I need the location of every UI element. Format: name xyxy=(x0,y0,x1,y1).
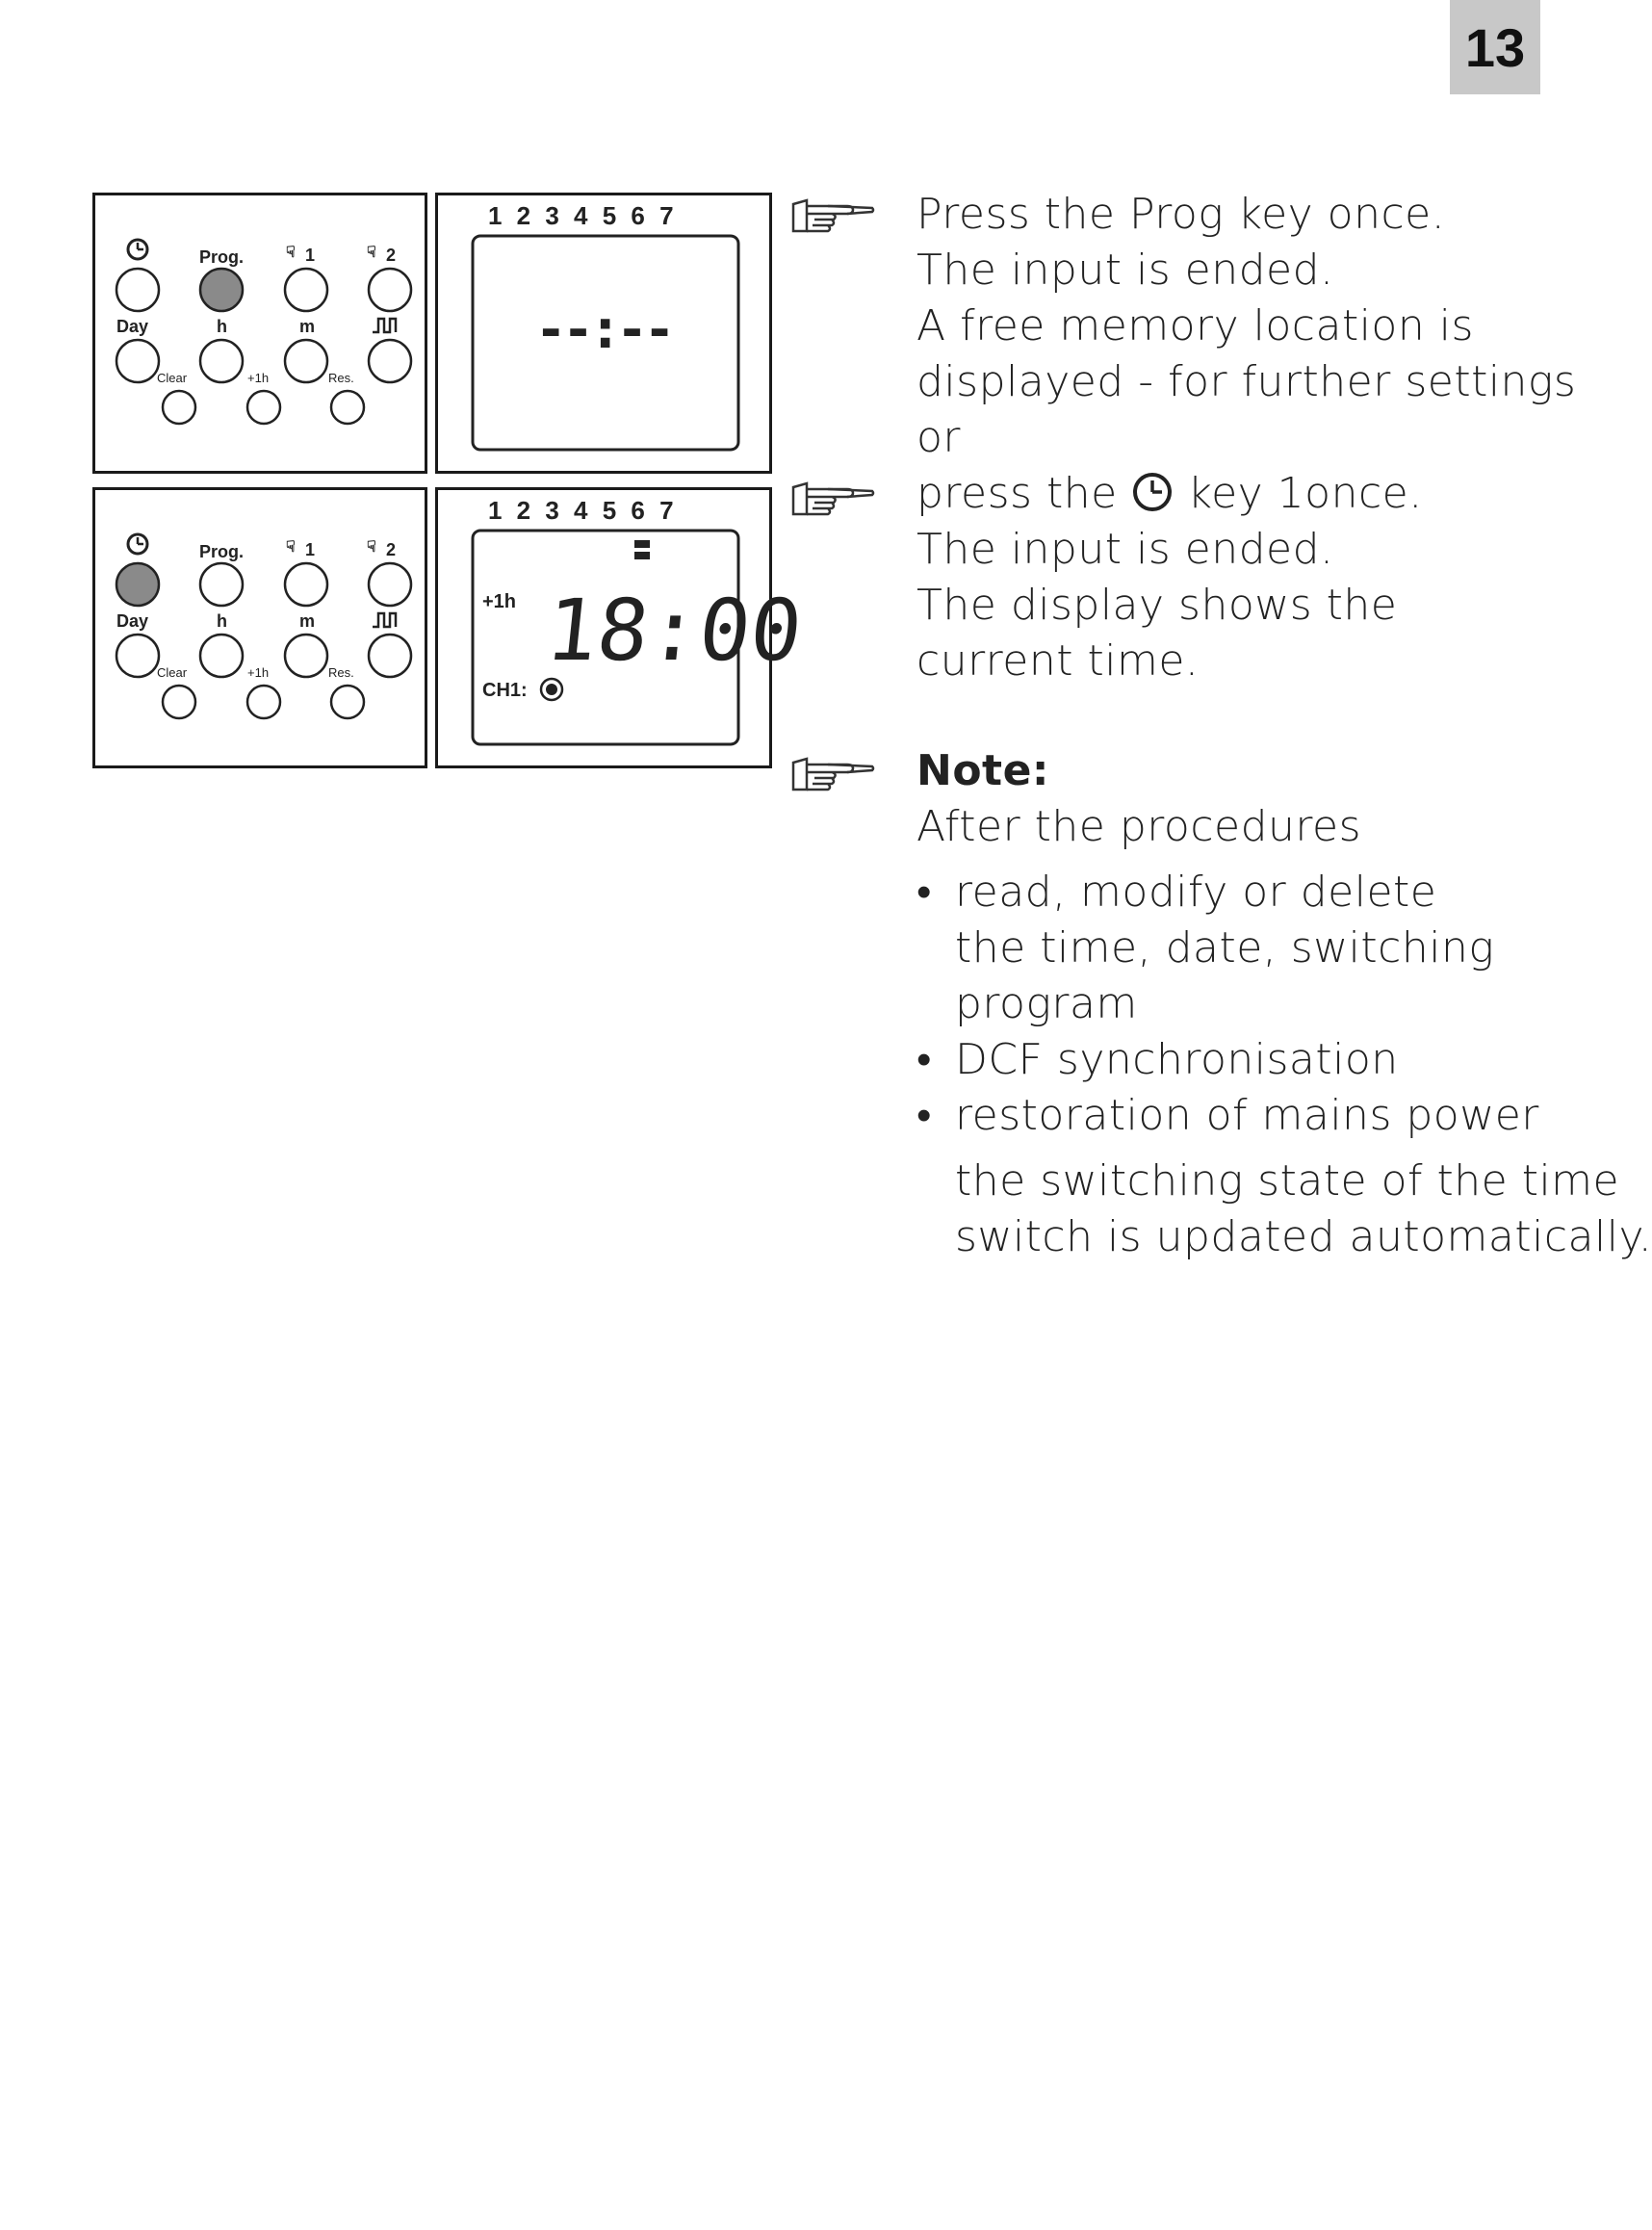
lcd-diagram-top xyxy=(438,195,769,471)
pointing-hand-icon xyxy=(789,478,876,520)
text-fragment: key 1once. xyxy=(1187,469,1423,518)
label-plus1h: +1h xyxy=(247,371,270,385)
display-panel-bottom xyxy=(435,487,807,768)
text-line: • read, modify or delete xyxy=(955,868,1437,917)
text-line: Press the Prog key once. xyxy=(916,190,1446,239)
label-h: h xyxy=(217,611,227,631)
text-line: the time, date, switching xyxy=(955,923,1495,972)
clear-key[interactable] xyxy=(163,686,195,718)
bullet-item xyxy=(916,865,1652,1032)
lcd-diagram-bottom xyxy=(438,490,807,765)
keypad-panel-bottom xyxy=(92,487,427,768)
label-prog: Prog. xyxy=(199,247,245,267)
label-clear: Clear xyxy=(157,665,188,680)
display-panel-top xyxy=(435,193,772,474)
label-clear: Clear xyxy=(157,371,188,385)
label-day: Day xyxy=(116,611,149,631)
pulse-icon xyxy=(373,319,396,332)
prog-key[interactable] xyxy=(200,563,243,606)
clock-icon xyxy=(1131,471,1174,513)
plus1h-key[interactable] xyxy=(247,391,280,424)
text-line: program xyxy=(955,979,1138,1028)
manual-2-key[interactable] xyxy=(369,269,411,311)
pulse-key[interactable] xyxy=(369,635,411,677)
text-line-with-icon xyxy=(916,466,1423,522)
text-line: The input is ended. xyxy=(916,525,1334,574)
lcd-plus1h: +1h xyxy=(482,591,517,612)
label-day: Day xyxy=(116,317,149,336)
label-res: Res. xyxy=(328,371,354,385)
text-fragment: press the xyxy=(916,469,1118,518)
clear-key[interactable] xyxy=(163,391,195,424)
h-key[interactable] xyxy=(200,340,243,382)
label-h: h xyxy=(217,317,227,336)
weekday-indicators: 1 2 3 4 5 6 7 xyxy=(488,496,678,525)
text-line: • restoration of mains power xyxy=(955,1091,1539,1140)
clock-key-pressed[interactable] xyxy=(116,563,159,606)
text-line: • DCF synchronisation xyxy=(955,1035,1399,1084)
manual-1-key[interactable] xyxy=(285,269,327,311)
label-plus1h: +1h xyxy=(247,665,270,680)
label-manual-1: 1 xyxy=(305,246,316,265)
label-res: Res. xyxy=(328,665,354,680)
text-line: current time. xyxy=(916,636,1200,686)
keypad-diagram-top xyxy=(95,195,425,471)
bullet-item xyxy=(916,1088,1652,1144)
res-key[interactable] xyxy=(331,391,364,424)
plus1h-key[interactable] xyxy=(247,686,280,718)
note-title: Note: xyxy=(916,746,1050,795)
manual-2-icon: ☟ xyxy=(367,245,376,261)
weekday-indicators: 1 2 3 4 5 6 7 xyxy=(488,201,678,230)
pointing-hand-icon xyxy=(789,194,876,237)
text-line: or xyxy=(916,413,962,462)
manual-1-icon: ☟ xyxy=(286,539,296,556)
m-key[interactable] xyxy=(285,340,327,382)
keypad-diagram-bottom xyxy=(95,490,425,765)
m-key[interactable] xyxy=(285,635,327,677)
lcd-time: 18:00 xyxy=(541,581,807,680)
label-manual-2: 2 xyxy=(386,540,397,559)
pointing-hand-icon xyxy=(789,753,876,795)
step-prog-instructions xyxy=(916,187,1576,466)
clock-key[interactable] xyxy=(116,269,159,311)
manual-1-icon: ☟ xyxy=(286,245,296,261)
day-key[interactable] xyxy=(116,340,159,382)
clock-icon xyxy=(128,534,147,554)
step-clock-instructions xyxy=(916,466,1423,689)
text-line: The display shows the xyxy=(916,581,1398,630)
day-marker xyxy=(634,552,650,559)
text-line: The input is ended. xyxy=(916,246,1334,295)
manual-2-icon: ☟ xyxy=(367,539,376,556)
day-marker xyxy=(634,540,650,548)
label-manual-1: 1 xyxy=(305,540,316,559)
pulse-key[interactable] xyxy=(369,340,411,382)
manual-1-key[interactable] xyxy=(285,563,327,606)
text-line: A free memory location is xyxy=(916,301,1474,350)
prog-key-pressed[interactable] xyxy=(200,269,243,311)
day-key[interactable] xyxy=(116,635,159,677)
h-key[interactable] xyxy=(200,635,243,677)
text-line: displayed - for further settings xyxy=(916,357,1577,406)
clock-icon xyxy=(128,240,147,259)
res-key[interactable] xyxy=(331,686,364,718)
pulse-icon xyxy=(373,613,396,627)
manual-2-key[interactable] xyxy=(369,563,411,606)
bullet-item xyxy=(916,1032,1652,1088)
label-m: m xyxy=(299,317,316,336)
lcd-channel: CH1: xyxy=(482,680,528,701)
text-line: switch is updated automatically. xyxy=(955,1212,1652,1261)
label-manual-2: 2 xyxy=(386,246,397,265)
note-intro: After the procedures xyxy=(916,802,1362,851)
keypad-panel-top xyxy=(92,193,427,474)
note-section xyxy=(916,743,1652,1265)
label-m: m xyxy=(299,611,316,631)
text-line: the switching state of the time xyxy=(955,1156,1620,1206)
note-conclusion xyxy=(916,1154,1652,1265)
lcd-time-blank: --:-- xyxy=(540,299,677,360)
label-prog: Prog. xyxy=(199,542,245,561)
page-number: 13 xyxy=(1450,0,1540,94)
